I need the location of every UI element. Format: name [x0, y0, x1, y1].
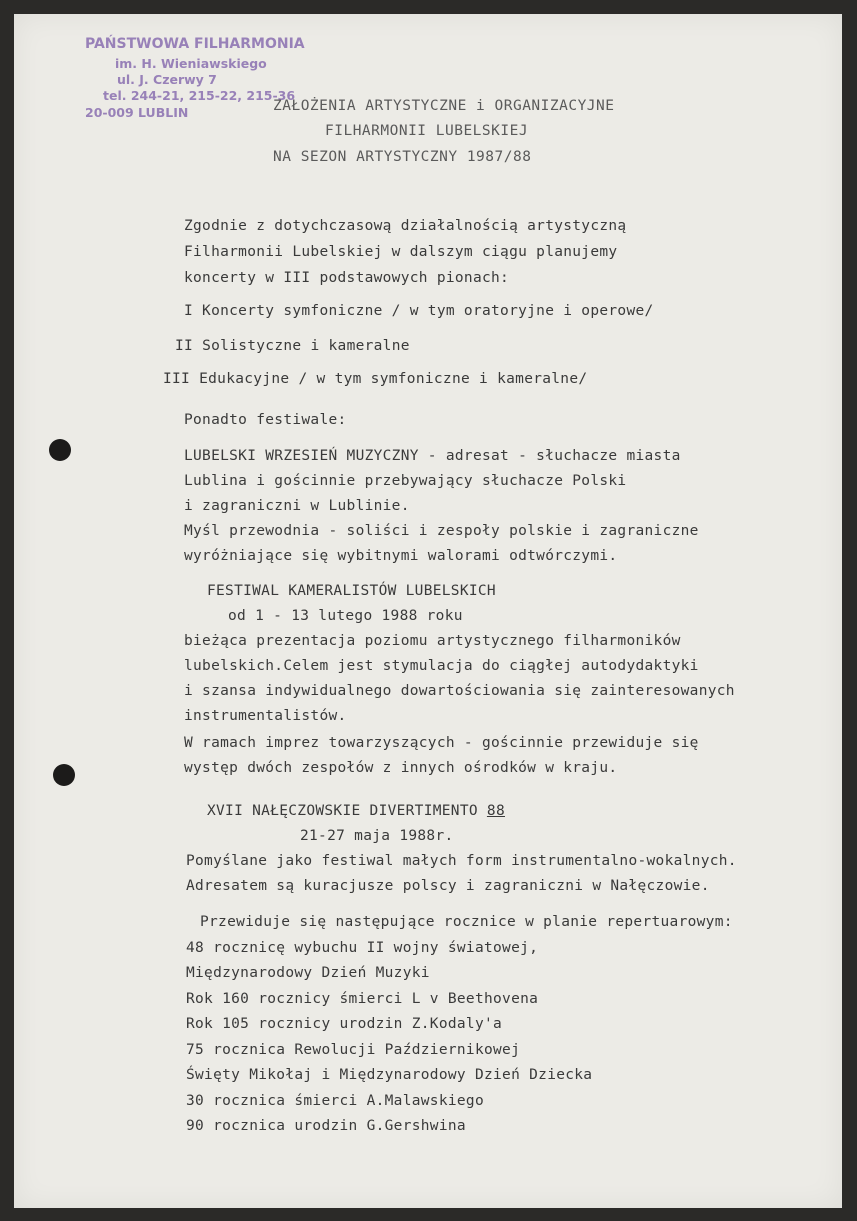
festival-line: instrumentalistów. — [184, 708, 347, 724]
festival-line: i zagraniczni w Lublinie. — [184, 498, 410, 514]
festival-line: wyróżniające się wybitnymi walorami odtwórczymi. — [184, 548, 618, 564]
anniversary-item: Rok 105 rocznicy urodzin Z.Kodaly'a — [186, 1016, 503, 1032]
pion-item: I Koncerty symfoniczne / w tym oratoryjne i operowe/ — [184, 303, 654, 319]
festival-line: i szansa indywidualnego dowartościowania się zainteresowanych — [184, 683, 735, 699]
festival-title — [207, 803, 505, 819]
anniversary-item: Międzynarodowy Dzień Muzyki — [186, 965, 430, 981]
festival-line: LUBELSKI WRZESIEŃ MUZYCZNY - adresat - słuchacze miasta — [184, 448, 681, 464]
festival-title: FESTIWAL KAMERALISTÓW LUBELSKICH — [207, 583, 496, 599]
anniversary-item: 30 rocznica śmierci A.Malawskiego — [186, 1093, 484, 1109]
pion-item: II Solistyczne i kameralne — [175, 338, 410, 354]
document-title: FILHARMONII LUBELSKIEJ — [325, 123, 529, 139]
stamp-line: 20-009 LUBLIN — [85, 105, 189, 120]
festival-line: lubelskich.Celem jest stymulacja do ciągłej autodydaktyki — [184, 658, 699, 674]
anniversaries-intro: Przewiduje się następujące rocznice w planie repertuarowym: — [200, 914, 733, 930]
document-title: NA SEZON ARTYSTYCZNY 1987/88 — [273, 149, 532, 165]
festival-dates: od 1 - 13 lutego 1988 roku — [228, 608, 463, 624]
festival-dates: 21-27 maja 1988r. — [300, 828, 454, 844]
festival-title-text: XVII NAŁĘCZOWSKIE DIVERTIMENTO — [207, 803, 487, 819]
punch-hole — [53, 764, 75, 786]
intro-line: Filharmonii Lubelskiej w dalszym ciągu planujemy — [184, 244, 618, 260]
festival-line: bieżąca prezentacja poziomu artystycznego filharmoników — [184, 633, 681, 649]
anniversary-item: 75 rocznica Rewolucji Październikowej — [186, 1042, 521, 1058]
punch-hole — [49, 439, 71, 461]
festivals-intro: Ponadto festiwale: — [184, 412, 347, 428]
intro-line: koncerty w III podstawowych pionach: — [184, 270, 510, 286]
festival-line: występ dwóch zespołów z innych ośrodków w kraju. — [184, 760, 618, 776]
festival-line: Pomyślane jako festiwal małych form instrumentalno-wokalnych. — [186, 853, 737, 869]
intro-line: Zgodnie z dotychczasową działalnością artystyczną — [184, 218, 627, 234]
anniversary-item: Rok 160 rocznicy śmierci L v Beethovena — [186, 991, 539, 1007]
stamp-line: PAŃSTWOWA FILHARMONIA — [85, 36, 305, 52]
festival-title-year: 88 — [486, 803, 505, 819]
festival-line: Myśl przewodnia - soliści i zespoły polskie i zagraniczne — [184, 523, 699, 539]
stamp-line: ul. J. Czerwy 7 — [117, 72, 217, 87]
anniversary-item: 90 rocznica urodzin G.Gershwina — [186, 1118, 466, 1134]
anniversary-item: Święty Mikołaj i Międzynarodowy Dzień Dziecka — [186, 1067, 593, 1083]
festival-line: Adresatem są kuracjusze polscy i zagraniczni w Nałęczowie. — [186, 878, 710, 894]
anniversary-item: 48 rocznicę wybuchu II wojny światowej, — [186, 940, 539, 956]
stamp-line: im. H. Wieniawskiego — [115, 56, 267, 71]
stamp-line: tel. 244-21, 215-22, 215-36 — [103, 88, 296, 103]
pion-item: III Edukacyjne / w tym symfoniczne i kameralne/ — [163, 371, 588, 387]
festival-line: Lublina i gościnnie przebywający słuchacze Polski — [184, 473, 627, 489]
festival-line: W ramach imprez towarzyszących - gościnnie przewiduje się — [184, 735, 699, 751]
document-title: ZAŁOŻENIA ARTYSTYCZNE i ORGANIZACYJNE — [273, 98, 615, 114]
